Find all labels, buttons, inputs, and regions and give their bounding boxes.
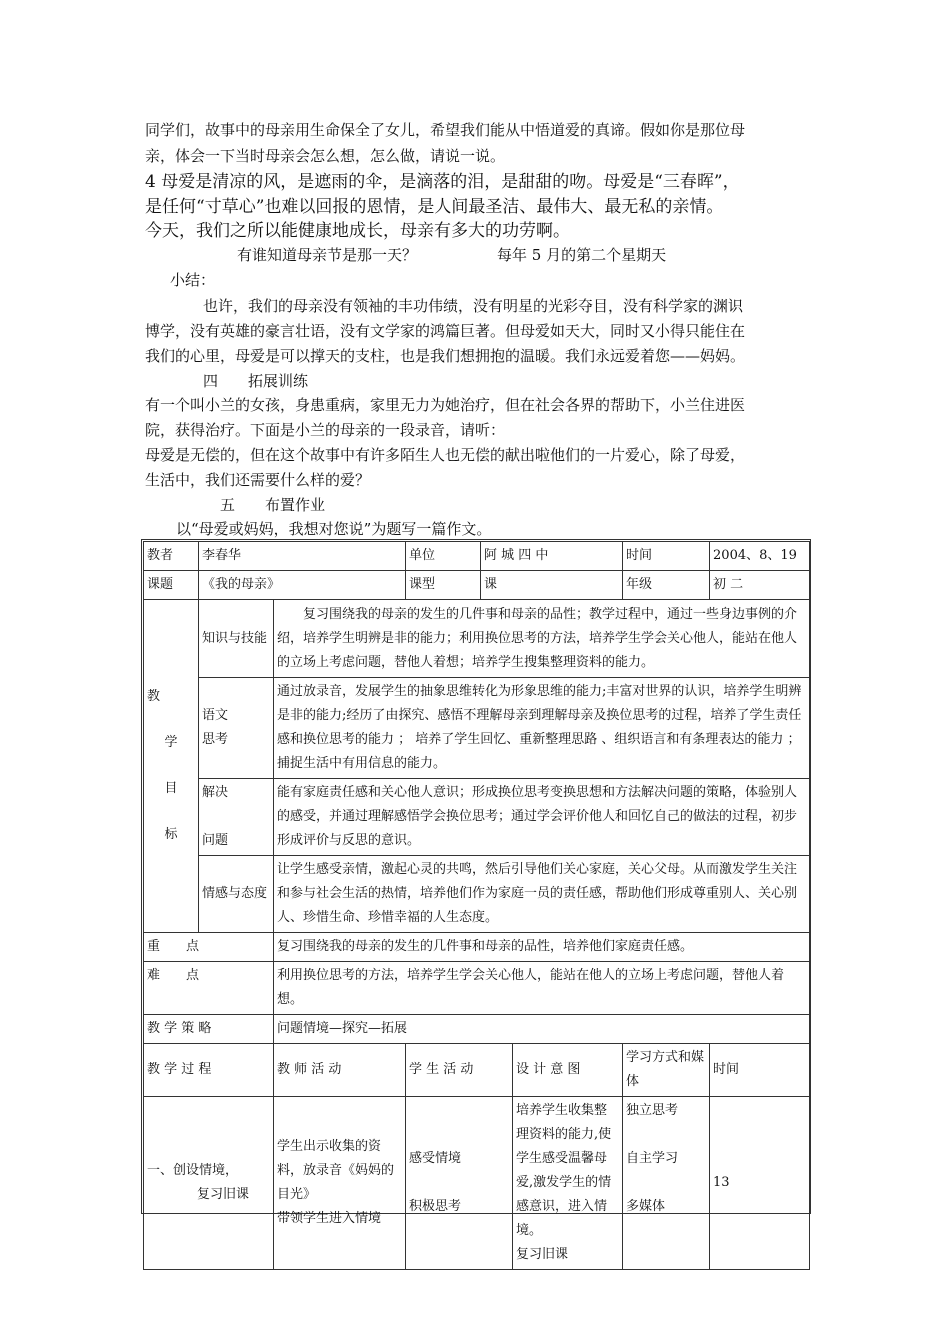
header-time: 时间 [710,1044,810,1097]
table-row [144,779,810,856]
topic-value: 《我的母亲》 [199,571,406,600]
difficulty-text: 利用换位思考的方法，培养学生学会关心他人，能站在他人的立场上考虑问题，替他人着想。 [274,962,810,1015]
teacher-label: 教者 [144,542,199,571]
table-row [144,678,810,779]
student-activity-1: 感受情境 积极思考 [406,1097,513,1270]
summary-line-1: 也许，我们的母亲没有领袖的丰功伟绩，没有明星的光彩夺目，没有科学家的渊识 [203,297,744,315]
teacher-value: 李春华 [199,542,406,571]
body-line-3: 4 母爱是清凉的风，是遮雨的伞，是滴落的泪，是甜甜的吻。母爱是“三春晖”， [145,172,740,192]
lesson-plan-table [143,541,810,1270]
goal-emotion-label: 情感与态度 [199,856,274,933]
learning-mode-1: 独立思考 自主学习 多媒体 [623,1097,710,1270]
header-process: 教 学 过 程 [144,1044,274,1097]
goal-knowledge-text: 复习围绕我的母亲的发生的几件事和母亲的品性；教学过程中，通过一些身边事例的介绍，培养学生明辨是非的能力；利用换位思考的方法，培养学生学会关心他人，能站在他人的立场上考虑问题，替他人着想；培养学生搜集整理资料的能力。 [274,600,810,678]
section-four-heading: 四 拓展训练 [203,372,309,390]
time-label: 时间 [623,542,710,571]
body-line-4: 是任何“寸草心”也难以回报的恩情，是人间最圣洁、最伟大、最无私的亲情。 [145,197,724,217]
unit-label: 单位 [406,542,481,571]
table-row [144,1097,810,1270]
lesson-type-value: 课 [481,571,623,600]
extension-line-3: 母爱是无偿的，但在这个故事中有许多陌生人也无偿的献出啦他们的一片爱心，除了母爱， [145,446,746,464]
time-1: 13 [710,1097,810,1270]
key-point-text: 复习围绕我的母亲的发生的几件事和母亲的品性，培养他们家庭责任感。 [274,933,810,962]
mothers-day-answer: 每年 5 月的第二个星期天 [497,246,667,264]
header-learning-mode: 学习方式和媒体 [623,1044,710,1097]
process-step-1: 一、创设情境， 复习旧课 [144,1097,274,1270]
lesson-type-label: 课型 [406,571,481,600]
summary-line-2: 博学，没有英雄的豪言壮语，没有文学家的鸿篇巨著。但母爱如天大，同时又小得只能住在 [145,322,746,340]
grade-label: 年级 [623,571,710,600]
extension-line-4: 生活中，我们还需要什么样的爱？ [145,471,371,489]
summary-label: 小结： [170,271,216,289]
header-teacher-activity: 教 师 活 动 [274,1044,406,1097]
grade-value: 初 二 [710,571,810,600]
difficulty-label: 难 点 [144,962,274,1015]
teacher-activity-1: 学生出示收集的资料，放录音《妈妈的目光》 带领学生进入情境 [274,1097,406,1270]
table-row [144,1044,810,1097]
goal-knowledge-label: 知识与技能 [199,600,274,678]
time-value: 2004、8、19 [710,542,810,571]
goal-thinking-text: 通过放录音，发展学生的抽象思维转化为形象思维的能力;丰富对世界的认识，培养学生明辨是非的能力;经历了由探究、感悟不理解母亲到理解母亲及换位思考的过程，培养了学生责任感和换位思考的能力 ； 培养了学生回忆、重新整理思路 、组织语言和有条理表达的能力 ；捕捉生活中有用信息的能力。 [274,678,810,779]
table-row [144,571,810,600]
goal-emotion-text: 让学生感受亲情，激起心灵的共鸣，然后引导他们关心家庭，关心父母。从而激发学生关注和参与社会生活的热情，培养他们作为家庭一员的责任感，帮助他们形成尊重别人、关心别人、珍惜生命、珍惜幸福的人生态度。 [274,856,810,933]
extension-line-1: 有一个叫小兰的女孩，身患重病，家里无力为她治疗，但在社会各界的帮助下，小兰住进医 [145,396,746,414]
table-row [144,542,810,571]
body-line-5: 今天，我们之所以能健康地成长，母亲有多大的功劳啊。 [145,221,570,241]
design-intent-1: 培养学生收集整理资料的能力,使学生感受温馨母爱,激发学生的情感意识，进入情境。 复习旧课 [513,1097,623,1270]
strategy-text: 问题情境—探究—拓展 [274,1015,810,1044]
summary-line-3: 我们的心里，母爱是可以撑天的支柱，也是我们想拥抱的温暖。我们永远爱着您——妈妈。 [145,347,746,365]
key-point-label: 重 点 [144,933,274,962]
body-line-1: 同学们，故事中的母亲用生命保全了女儿，希望我们能从中悟道爱的真谛。假如你是那位母 [145,121,746,139]
extension-line-2: 院，获得治疗。下面是小兰的母亲的一段录音，请听： [145,421,506,439]
body-line-2: 亲，体会一下当时母亲会怎么想，怎么做，请说一说。 [145,147,506,165]
homework-text: 以“母爱或妈妈，我想对您说”为题写一篇作文。 [176,520,492,538]
header-design-intent: 设 计 意 图 [513,1044,623,1097]
goal-problem-label: 解决 问题 [199,779,274,856]
section-five-heading: 五 布置作业 [220,496,326,514]
mothers-day-question: 有谁知道母亲节是那一天？ [237,246,418,264]
table-row [144,856,810,933]
unit-value: 阿 城 四 中 [481,542,623,571]
goal-problem-text: 能有家庭责任感和关心他人意识；形成换位思考变换思想和方法解决问题的策略，体验别人的感受，并通过理解感悟学会换位思考；通过学会评价他人和回忆自己的做法的过程，初步形成评价与反思的意识。 [274,779,810,856]
strategy-label: 教 学 策 略 [144,1015,274,1044]
goal-thinking-label: 语文 思考 [199,678,274,779]
topic-label: 课题 [144,571,199,600]
table-row [144,1015,810,1044]
table-row [144,600,810,678]
table-row [144,933,810,962]
header-student-activity: 学 生 活 动 [406,1044,513,1097]
teaching-goals-label: 教 学 目 标 [144,600,199,933]
table-row [144,962,810,1015]
